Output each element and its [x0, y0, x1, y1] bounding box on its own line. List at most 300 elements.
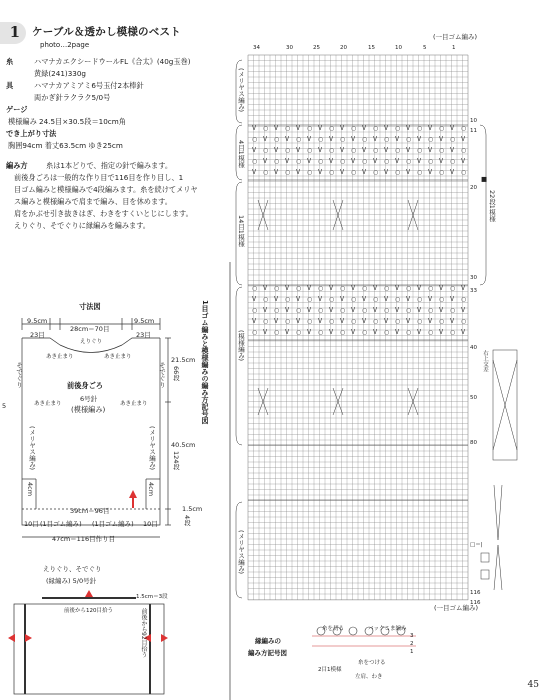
tools-line-1: ハマナカアミアミ6号玉付2本棒針 [34, 81, 144, 90]
chart-stitch-symbol: ○ [417, 169, 423, 176]
chart-stitch-symbol: ᐯ [450, 296, 455, 303]
chart-stitch-symbol: ᐯ [428, 296, 433, 303]
chart-stitch-symbol: ○ [439, 296, 445, 303]
rows-rib: 4段 [183, 515, 191, 526]
chart-stitch-symbol: ○ [296, 285, 302, 292]
chart-stitch-symbol: ᐯ [274, 296, 279, 303]
chart-stitch-symbol: ○ [428, 307, 434, 314]
chart-stitch-symbol: ○ [406, 158, 412, 165]
bind-off-lower-right: あき止まり [120, 401, 148, 407]
chart-stitch-symbol: ᐯ [362, 125, 367, 132]
top-center-width: 28cm＝70目 [70, 325, 110, 333]
rows-top: 66段 [172, 366, 180, 381]
chart-stitch-symbol: ᐯ [450, 125, 455, 132]
method-line-3: 目ゴム編みと模様編みで4段編みます。糸を続けてメリヤ [14, 185, 198, 194]
chart-stitch-symbol: ○ [285, 147, 291, 154]
chart-stitch-symbol: ○ [362, 285, 368, 292]
chart-stitch-symbol: ○ [263, 318, 269, 325]
chart-stitch-symbol: ᐯ [307, 136, 312, 143]
chart-stitch-symbol: ○ [252, 307, 258, 314]
chart-stitch-symbol: ᐯ [351, 136, 356, 143]
chart-stitch-symbol: ○ [373, 169, 379, 176]
chart-stitch-symbol: ○ [373, 125, 379, 132]
edging-title-2: (縁編み) 5/0号針 [46, 577, 97, 585]
edge-picot-loop [349, 627, 357, 635]
photo-reference: photo…2page [40, 41, 90, 49]
chart-stitch-symbol: ᐯ [395, 158, 400, 165]
chart-stitch-symbol: ○ [263, 296, 269, 303]
chart-stitch-symbol: ○ [417, 296, 423, 303]
chart-stitch-symbol: ᐯ [285, 329, 290, 336]
right-shoulder-sts: 23目 [136, 331, 151, 339]
chart-stitch-symbol: ○ [362, 329, 368, 336]
method-label: 編み方 [6, 161, 28, 170]
chart-row-number: 20 [470, 185, 477, 191]
chart-stitch-symbol: ○ [428, 158, 434, 165]
chart-stitch-symbol: ○ [285, 125, 291, 132]
chart-stitch-symbol: ᐯ [318, 147, 323, 154]
chart-stitch-symbol: ᐯ [296, 147, 301, 154]
chart-stitch-symbol: ᐯ [417, 307, 422, 314]
chart-legend-box: □＝| [470, 542, 483, 548]
chart-stitch-symbol: ᐯ [406, 125, 411, 132]
edge-chart-picot: バックこま編み [368, 626, 407, 632]
top-right-width: 9.5cm [134, 317, 155, 325]
armhole-right-label: そでぐり [158, 362, 166, 388]
bind-off-right: あき止まり [104, 354, 132, 360]
edge-chart-row-3: 3 [410, 633, 414, 639]
side-sts-left: 10目 [24, 520, 39, 528]
chart-stitch-symbol: ○ [362, 136, 368, 143]
chart-column-number: 20 [340, 45, 347, 51]
chart-stitch-symbol: ᐯ [263, 285, 268, 292]
edging-pickup-side: 前後から92目拾う [140, 608, 147, 658]
chart-stitch-symbol: ᐯ [263, 136, 268, 143]
chart-stitch-symbol: ○ [439, 125, 445, 132]
chart-stitch-symbol: ○ [395, 147, 401, 154]
chart-top-label: (一目ゴム編み) [433, 33, 478, 41]
stockinette-left: (メリヤス編み) [28, 426, 36, 471]
chart-stitch-symbol: ᐯ [252, 125, 257, 132]
chart-stitch-symbol: ᐯ [340, 296, 345, 303]
chart-stitch-symbol: ○ [318, 329, 324, 336]
chart-stitch-symbol: ○ [285, 318, 291, 325]
chart-bottom-label: (一目ゴム編み) [434, 604, 479, 612]
chart-stitch-symbol: ᐯ [439, 329, 444, 336]
chart-stitch-symbol: ○ [384, 285, 390, 292]
edge-chart-row-2: 2 [410, 641, 414, 647]
chart-title: 1目ゴム編みと模様編みの編み方記号図 [201, 300, 209, 424]
chart-stitch-symbol: ᐯ [384, 125, 389, 132]
chart-stitch-symbol: ᐯ [340, 147, 345, 154]
size-label: でき上がり寸法 [6, 129, 57, 138]
rib-right: (1目ゴム編み) [92, 520, 134, 528]
chart-stitch-symbol: ○ [329, 296, 335, 303]
chart-stitch-symbol: ᐯ [274, 169, 279, 176]
chart-stitch-symbol: ○ [340, 285, 346, 292]
edge-chart-title-1: 縁編みの [255, 637, 281, 645]
chart-stitch-symbol: ᐯ [428, 147, 433, 154]
chart-stitch-symbol: ○ [340, 136, 346, 143]
chart-stitch-symbol: ○ [296, 158, 302, 165]
chart-row-number: 50 [470, 395, 477, 401]
chart-stitch-symbol: ᐯ [329, 136, 334, 143]
chart-stitch-symbol: ○ [307, 169, 313, 176]
chart-stitch-symbol: ᐯ [318, 125, 323, 132]
needle-size: 6号針 [80, 395, 98, 403]
chart-stitch-symbol: ᐯ [384, 318, 389, 325]
pattern-title: ケーブル＆透かし模様のベスト [32, 26, 181, 38]
chart-stitch-symbol: ᐯ [274, 147, 279, 154]
chart-stitch-symbol: ○ [450, 158, 456, 165]
chart-stitch-symbol: ᐯ [373, 158, 378, 165]
pattern-number-badge: 1 [0, 22, 26, 44]
stockinette-right: (メリヤス編み) [148, 426, 156, 471]
bind-off-left: あき止まり [46, 354, 74, 360]
chart-stitch-symbol: ᐯ [439, 307, 444, 314]
method-line-4: ス編みと模様編みで肩まで編み、目を休めます。 [14, 197, 172, 206]
chart-stitch-symbol: ᐯ [340, 125, 345, 132]
chart-row-number: 11 [470, 128, 477, 134]
rib-left: (1目ゴム編み) [40, 520, 82, 528]
chart-stitch-symbol: ○ [318, 307, 324, 314]
edging-title-1: えりぐり、そでぐり [43, 565, 102, 573]
chart-stitch-symbol: ○ [296, 329, 302, 336]
chart-stitch-symbol: ○ [461, 125, 467, 132]
chart-stitch-symbol: ○ [439, 318, 445, 325]
chart-stitch-symbol: ○ [461, 318, 467, 325]
edging-pickup-front: 前後から120目拾う [64, 608, 113, 614]
chart-stitch-symbol: ○ [318, 136, 324, 143]
chart-stitch-symbol: ○ [263, 169, 269, 176]
chart-stitch-symbol: ᐯ [417, 329, 422, 336]
chart-stitch-symbol: ○ [329, 169, 335, 176]
pattern-name: (模様編み) [71, 405, 106, 414]
chart-stitch-symbol: ○ [406, 136, 412, 143]
chart-stitch-symbol: ᐯ [351, 158, 356, 165]
chart-stitch-symbol: ○ [318, 285, 324, 292]
method-line-2: 前後身ごろは一般的な作り目で116目を作り目し、1 [14, 173, 184, 182]
chart-row-number: 30 [470, 275, 477, 281]
edging-rows: 1.5cm＝3段 [136, 594, 168, 600]
chart-stitch-symbol: ᐯ [252, 318, 257, 325]
tools-label: 具 [6, 81, 14, 90]
chart-stitch-symbol: ○ [417, 125, 423, 132]
chart-stitch-symbol: ᐯ [307, 329, 312, 336]
bind-off-lower-left: あき止まり [34, 401, 62, 407]
chart-stitch-symbol: ○ [373, 147, 379, 154]
chart-stitch-symbol: ○ [373, 296, 379, 303]
chart-stitch-symbol: ᐯ [395, 136, 400, 143]
chart-stitch-symbol: ᐯ [417, 158, 422, 165]
chart-stitch-symbol: ○ [351, 318, 357, 325]
chart-stitch-symbol: ᐯ [296, 318, 301, 325]
chart-column-number: 34 [253, 45, 260, 51]
chart-stitch-symbol: ᐯ [450, 147, 455, 154]
chart-stitch-symbol: ᐯ [263, 158, 268, 165]
chart-stitch-symbol: ᐯ [461, 329, 466, 336]
chart-stitch-symbol: ○ [406, 285, 412, 292]
chart-stitch-symbol: ○ [274, 285, 280, 292]
chart-stitch-symbol: ○ [252, 329, 258, 336]
chart-stitch-symbol: ○ [307, 147, 313, 154]
chart-stitch-symbol: ᐯ [274, 125, 279, 132]
chart-stitch-symbol: ○ [439, 147, 445, 154]
chart-stitch-symbol: ᐯ [252, 169, 257, 176]
chart-stitch-symbol: ○ [307, 296, 313, 303]
chart-stitch-symbol: ○ [417, 147, 423, 154]
chart-stitch-symbol: ○ [274, 158, 280, 165]
edge-chart-side: 左肩、わき [355, 674, 383, 680]
chart-stitch-symbol: ᐯ [285, 307, 290, 314]
chart-stitch-symbol: ᐯ [373, 136, 378, 143]
chart-stitch-symbol: ○ [450, 307, 456, 314]
chart-stitch-symbol: ᐯ [395, 285, 400, 292]
chart-stitch-symbol: ᐯ [329, 158, 334, 165]
chart-stitch-symbol: ᐯ [329, 307, 334, 314]
chart-stitch-symbol: ᐯ [263, 307, 268, 314]
chart-stitch-symbol: ᐯ [406, 296, 411, 303]
height-body: 40.5cm [171, 441, 196, 449]
chart-stitch-symbol: ○ [252, 285, 258, 292]
chart-stitch-symbol: ᐯ [307, 307, 312, 314]
chart-stitch-symbol: ○ [351, 147, 357, 154]
chart-stitch-symbol: ᐯ [461, 285, 466, 292]
neckline-label: えりぐり [80, 339, 103, 345]
chart-stitch-symbol: ○ [417, 318, 423, 325]
chart-stitch-symbol: ᐯ [395, 307, 400, 314]
chart-stitch-symbol: ᐯ [351, 285, 356, 292]
chart-stitch-symbol: ᐯ [417, 136, 422, 143]
height-4cm-right: 4cm [147, 482, 155, 497]
chart-row-number: 116 [470, 600, 481, 606]
chart-symbol-label: 右上交差 [482, 350, 488, 372]
chart-left-repeat-4: 4目1模様 [237, 140, 245, 168]
chart-stitch-symbol: ○ [395, 169, 401, 176]
chart-left-pattern: (模様編み) [237, 330, 245, 362]
chart-stitch-symbol: ○ [274, 307, 280, 314]
chart-stitch-symbol: ᐯ [373, 329, 378, 336]
left-shoulder-sts: 23目 [30, 331, 45, 339]
chart-stitch-symbol: ○ [395, 296, 401, 303]
chart-stitch-symbol: ○ [340, 158, 346, 165]
chart-stitch-symbol: ᐯ [252, 296, 257, 303]
chart-stitch-symbol: ᐯ [307, 285, 312, 292]
chart-stitch-symbol: ᐯ [307, 158, 312, 165]
chart-stitch-symbol: ○ [461, 147, 467, 154]
chart-stitch-symbol: ᐯ [461, 136, 466, 143]
chart-stitch-symbol: ᐯ [450, 169, 455, 176]
chart-stitch-symbol: ○ [428, 136, 434, 143]
chart-stitch-symbol: ○ [296, 136, 302, 143]
edge-chart-join: 糸をつける [358, 660, 386, 666]
chart-stitch-symbol: ○ [439, 169, 445, 176]
chart-stitch-symbol: ᐯ [373, 307, 378, 314]
chart-stitch-symbol: ᐯ [296, 125, 301, 132]
chart-row-repeat: 22段1模様 [488, 190, 496, 222]
chart-row-number: 40 [470, 345, 477, 351]
chart-stitch-symbol: ○ [450, 329, 456, 336]
body-label: 前後身ごろ [67, 381, 103, 390]
chart-stitch-symbol: ○ [307, 125, 313, 132]
chart-stitch-symbol: ○ [362, 307, 368, 314]
chart-column-number: 30 [286, 45, 293, 51]
top-left-width: 9.5cm [27, 317, 48, 325]
chart-stitch-symbol: ○ [285, 296, 291, 303]
chart-stitch-symbol: ᐯ [461, 158, 466, 165]
tools-line-2: 両かぎ針ラクラク5/0号 [34, 93, 111, 102]
chart-column-number: 1 [452, 45, 456, 51]
chart-column-number: 10 [395, 45, 402, 51]
rows-body: 124段 [172, 451, 180, 470]
chart-stitch-symbol: ○ [406, 329, 412, 336]
edge-chart-cut: 糸を切る [322, 626, 345, 632]
chart-stitch-symbol: ○ [340, 307, 346, 314]
chart-stitch-symbol: ᐯ [373, 285, 378, 292]
gauge-text: 模様編み 24.5目×30.5段＝10cm角 [8, 117, 126, 126]
chart-stitch-symbol: ᐯ [406, 147, 411, 154]
chart-stitch-symbol: ᐯ [351, 329, 356, 336]
chart-row-number: 33 [470, 288, 477, 294]
chart-stitch-symbol: ᐯ [395, 329, 400, 336]
chart-stitch-symbol: ᐯ [384, 147, 389, 154]
chart-stitch-symbol: ᐯ [296, 296, 301, 303]
chart-row-number: 116 [470, 590, 481, 596]
chart-stitch-symbol: ᐯ [362, 318, 367, 325]
chart-stitch-symbol: ○ [351, 125, 357, 132]
chart-stitch-symbol: ○ [384, 307, 390, 314]
chart-stitch-symbol: ○ [395, 318, 401, 325]
method-line-1: 糸は1本どりで、指定の針で編みます。 [46, 161, 173, 170]
chart-stitch-symbol: ○ [252, 158, 258, 165]
chart-stitch-symbol: ○ [307, 318, 313, 325]
chart-stitch-symbol: ᐯ [384, 169, 389, 176]
chart-stitch-symbol: ○ [252, 136, 258, 143]
chart-stitch-symbol: ○ [450, 136, 456, 143]
chart-stitch-symbol: ᐯ [318, 318, 323, 325]
chart-stitch-symbol: ᐯ [406, 318, 411, 325]
chart-stitch-symbol: ᐯ [461, 307, 466, 314]
chart-stitch-symbol: ○ [263, 125, 269, 132]
chart-stitch-symbol: ᐯ [318, 169, 323, 176]
chart-stitch-symbol: ᐯ [450, 318, 455, 325]
chart-stitch-symbol: ○ [329, 147, 335, 154]
chart-stitch-symbol: ○ [395, 125, 401, 132]
chart-stitch-symbol: ○ [274, 329, 280, 336]
chart-stitch-symbol: ○ [296, 307, 302, 314]
edge-chart-row-1: 1 [410, 649, 414, 655]
method-line-5: 肩をかぶせ引き抜きはぎ、わきをすくいとじにします。 [14, 209, 193, 218]
chart-stitch-symbol: ᐯ [417, 285, 422, 292]
chart-stitch-symbol: ○ [461, 296, 467, 303]
chart-column-number: 15 [368, 45, 375, 51]
chart-left-stockinette-bottom: (メリヤス編み) [237, 530, 245, 575]
left-edge-mark: 5 [2, 402, 7, 410]
chart-stitch-symbol: ᐯ [439, 136, 444, 143]
chart-note-mark: ■ [481, 175, 488, 183]
chart-stitch-symbol: ᐯ [362, 169, 367, 176]
chart-stitch-symbol: ᐯ [263, 329, 268, 336]
height-top: 21.5cm [171, 356, 196, 364]
chart-stitch-symbol: ○ [340, 329, 346, 336]
armhole-left-label: そでぐり [15, 362, 23, 388]
chart-stitch-symbol: ○ [263, 147, 269, 154]
chart-stitch-symbol: ○ [285, 169, 291, 176]
chart-stitch-symbol: ○ [450, 285, 456, 292]
yarn-line-1: ハマナカエクシードウールFL《合太》(40g玉巻) [34, 57, 191, 66]
chart-stitch-symbol: ○ [318, 158, 324, 165]
chart-stitch-symbol: ᐯ [274, 318, 279, 325]
chart-stitch-symbol: ᐯ [340, 318, 345, 325]
chart-stitch-symbol: ᐯ [252, 147, 257, 154]
chart-stitch-symbol: ○ [428, 285, 434, 292]
chart-stitch-symbol: ○ [428, 329, 434, 336]
chart-stitch-symbol: ○ [274, 136, 280, 143]
size-text: 胸囲94cm 着丈63.5cm ゆき25cm [8, 141, 123, 150]
chart-stitch-symbol: ᐯ [340, 169, 345, 176]
edge-chart-repeat: 2目1模様 [318, 667, 342, 673]
chart-stitch-symbol: ᐯ [428, 125, 433, 132]
chart-stitch-symbol: ᐯ [439, 285, 444, 292]
chart-stitch-symbol: ○ [362, 158, 368, 165]
side-sts-right: 10目 [143, 520, 158, 528]
gauge-label: ゲージ [6, 105, 28, 114]
chart-stitch-symbol: ᐯ [384, 296, 389, 303]
yarn-label: 糸 [6, 57, 14, 66]
yarn-line-2: 黄緑(241)330g [34, 69, 86, 78]
chart-stitch-symbol: ○ [461, 169, 467, 176]
chart-stitch-symbol: ᐯ [285, 136, 290, 143]
method-line-6: えりぐり、そでぐりに縁編みを編みます。 [14, 221, 150, 230]
chart-stitch-symbol: ○ [384, 329, 390, 336]
chart-column-number: 25 [313, 45, 320, 51]
chart-row-number: 10 [470, 118, 477, 124]
chart-stitch-symbol: ᐯ [318, 296, 323, 303]
chart-stitch-symbol: ᐯ [428, 169, 433, 176]
chart-stitch-symbol: ○ [329, 125, 335, 132]
chart-stitch-symbol: ᐯ [351, 307, 356, 314]
schematic-title: 寸法図 [79, 302, 101, 311]
chart-stitch-symbol: ○ [351, 296, 357, 303]
chart-stitch-symbol: ᐯ [439, 158, 444, 165]
chart-stitch-symbol: ᐯ [329, 329, 334, 336]
chart-stitch-symbol: ᐯ [362, 147, 367, 154]
bottom-total-width: 47cm＝116目作り目 [52, 535, 116, 543]
chart-stitch-symbol: ○ [373, 318, 379, 325]
chart-left-repeat-14: 14目1模様 [237, 215, 245, 247]
chart-stitch-symbol: ○ [351, 169, 357, 176]
chart-stitch-symbol: ᐯ [362, 296, 367, 303]
chart-column-number: 5 [423, 45, 427, 51]
height-rib: 1.5cm [182, 505, 203, 513]
chart-stitch-symbol: ○ [384, 136, 390, 143]
chart-stitch-symbol: ᐯ [406, 169, 411, 176]
bottom-inner-width: 39cm＝96目 [70, 507, 110, 515]
chart-stitch-symbol: ᐯ [329, 285, 334, 292]
chart-left-stockinette-top: (メリヤス編み) [237, 68, 245, 113]
chart-stitch-symbol: ○ [329, 318, 335, 325]
chart-row-number: 80 [470, 440, 477, 446]
chart-stitch-symbol: ○ [384, 158, 390, 165]
chart-stitch-symbol: ᐯ [428, 318, 433, 325]
page-number: 45 [527, 680, 539, 690]
chart-stitch-symbol: ᐯ [285, 285, 290, 292]
chart-stitch-symbol: ○ [406, 307, 412, 314]
chart-stitch-symbol: ᐯ [285, 158, 290, 165]
edge-chart-title-2: 編み方記号図 [248, 649, 287, 657]
height-4cm-left: 4cm [26, 482, 34, 497]
chart-stitch-symbol: ᐯ [296, 169, 301, 176]
